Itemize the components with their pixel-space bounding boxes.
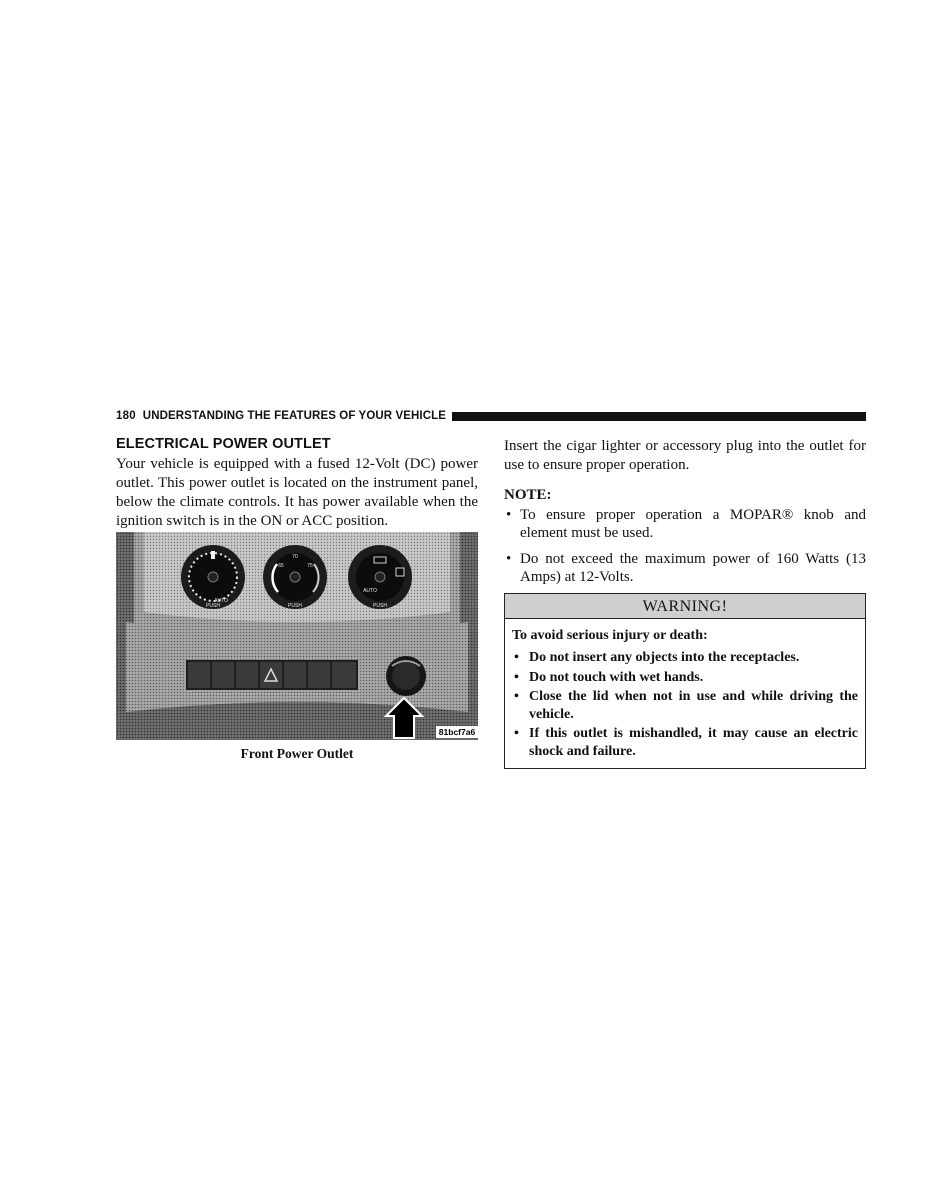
knob3-push-label: PUSH [373,603,387,609]
warning-lead: To avoid serious injury or death: [512,628,708,643]
knob1-push-label: PUSH [206,603,220,609]
knob1-auto-label: AUTO [214,598,228,604]
power-outlet-cap [386,656,426,696]
warning-list [512,649,858,760]
list-item: • Do not exceed the maximum power of 160 Watts (13 Amps) at 12-Volts. [506,551,866,585]
intro-paragraph: Your vehicle is equipped with a fused 12-Volt (DC) power outlet. This power outlet is located on the instrument panel, below the climate controls. It has power available when the ignition switch is in the ON or ACC position. [116,456,478,529]
page-header [116,408,866,424]
knob2-right-label: 75 [307,563,313,569]
knob2-left-label: 65 [278,563,284,569]
warning-box [504,593,866,769]
list-item: • Do not insert any objects into the receptacles. [514,650,800,665]
list-item: • Do not touch with wet hands. [514,669,704,685]
header-rule [452,412,866,421]
knob3-auto-label: AUTO [363,588,377,594]
dashboard-illustration [116,532,478,740]
figure-code: 81bcf7a6 [438,727,476,737]
list-item: • If this outlet is mishandled, it may cause an electric shock and failure. [514,726,858,759]
insert-paragraph: Insert the cigar lighter or accessory plug into the outlet for use to ensure proper operation. [504,438,866,473]
knob2-top-label: 70 [292,554,298,560]
page-number: 180 [116,410,136,422]
list-item: • To ensure proper operation a MOPAR® knob and element must be used. [506,507,866,541]
figure-caption: Front Power Outlet [240,746,354,761]
heading-electrical-power-outlet: ELECTRICAL POWER OUTLET [116,436,331,452]
section-title: UNDERSTANDING THE FEATURES OF YOUR VEHICLE [142,410,447,422]
left-column [116,436,478,531]
warning-title: WARNING! [505,594,865,619]
power-outlet-photo [116,532,478,740]
knob2-push-label: PUSH [288,603,302,609]
right-column [504,437,866,594]
button-bank [186,660,358,690]
note-label: NOTE: [504,487,552,503]
note-list [504,506,866,586]
list-item: • Close the lid when not in use and while driving the vehicle. [514,689,858,722]
